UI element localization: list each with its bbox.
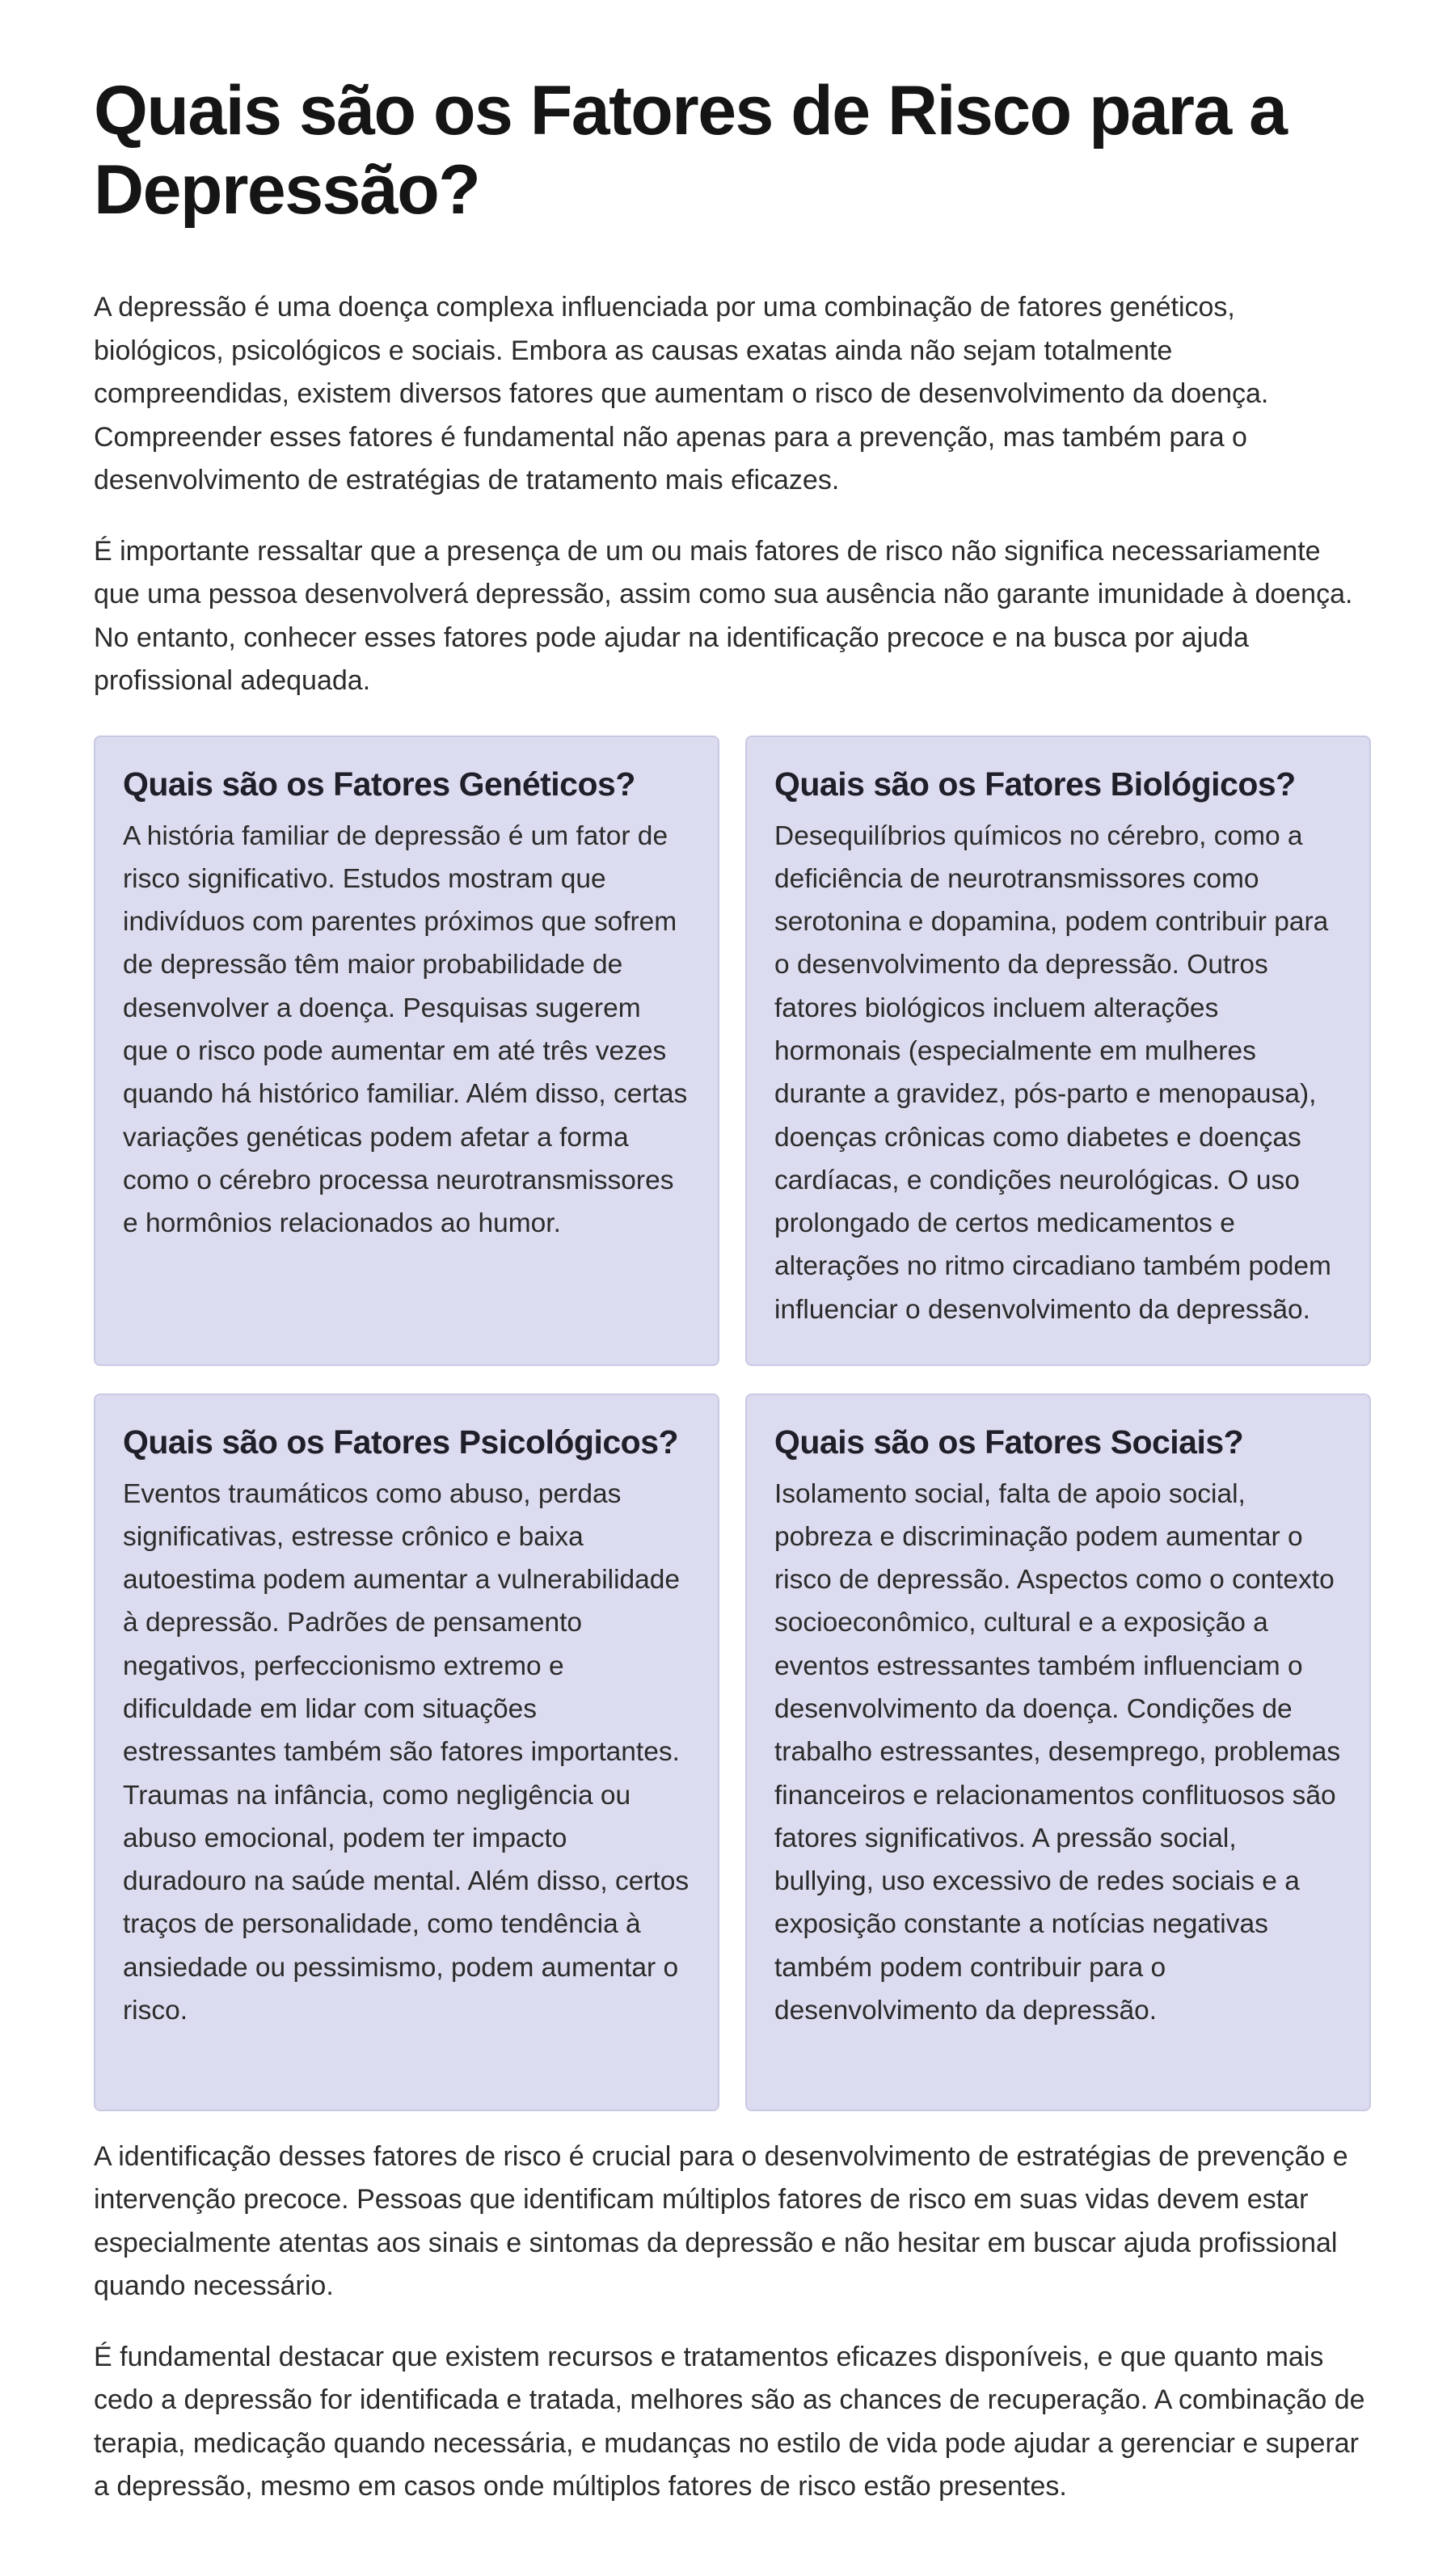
card-title: Quais são os Fatores Biológicos? — [774, 765, 1296, 803]
outro-paragraph: A identificação desses fatores de risco é crucial para o desenvolvimento de estratégias de prevenção e intervenção precoce. Pessoas que identificam múltiplos fatores de risco em suas vidas devem estar especialmente atentas aos sinais e sintomas da depressão e não hesitar em buscar ajuda profissional quando necessário. — [94, 2140, 1348, 2301]
card-title: Quais são os Fatores Sociais? — [774, 1423, 1244, 1461]
card-genetic-factors — [94, 736, 719, 1366]
card-text: A história familiar de depressão é um fator de risco significativo. Estudos mostram que indivíduos com parentes próximos que sofrem de depressão têm maior probabilidade de desenvolver a doença. Pesquisas sugerem que o risco pode aumentar em até três vezes quando há histórico familiar. Além disso, certas variações genéticas podem afetar a forma como o cérebro processa neurotransmissores e hormônios relacionados ao humor. — [123, 820, 688, 1239]
card-text: Isolamento social, falta de apoio social, pobreza e discriminação podem aumentar o risco de depressão. Aspectos como o contexto socioeconômico, cultural e a exposição a eventos estressantes também influenciam o desenvolvimento da doença. Condições de trabalho estressantes, desemprego, problemas financeiros e relacionamentos conflituosos são fatores significativos. A pressão social, bullying, uso excessivo de redes sociais e a exposição constante a notícias negativas também podem contribuir para o desenvolvimento da depressão. — [774, 1478, 1341, 2026]
card-social-factors — [745, 1393, 1371, 2111]
card-biological-factors — [745, 736, 1371, 1366]
card-text: Eventos traumáticos como abuso, perdas significativas, estresse crônico e baixa autoestima podem aumentar a vulnerabilidade à depressão. Padrões de pensamento negativos, perfeccionismo extremo e dificuldade em lidar com situações estressantes também são fatores importantes. Traumas na infância, como negligência ou abuso emocional, podem ter impacto duradouro na saúde mental. Além disso, certos traços de personalidade, como tendência à ansiedade ou pessimismo, podem aumentar o risco. — [123, 1478, 690, 2026]
card-psychological-factors — [94, 1393, 719, 2111]
card-text: Desequilíbrios químicos no cérebro, como a deficiência de neurotransmissores como serotonina e dopamina, podem contribuir para o desenvolvimento da depressão. Outros fatores biológicos incluem alterações hormonais (especialmente em mulheres durante a gravidez, pós-parto e menopausa), doenças crônicas como diabetes e doenças cardíacas, e condições neurológicas. O uso prolongado de certos medicamentos e alterações no ritmo circadiano também podem influenciar o desenvolvimento da depressão. — [774, 820, 1331, 1325]
card-title: Quais são os Fatores Genéticos? — [123, 765, 635, 803]
outro-paragraph: É fundamental destacar que existem recursos e tratamentos eficazes disponíveis, e que quanto mais cedo a depressão for identificada e tratada, melhores são as chances de recuperação. A combinação de terapia, medicação quando necessária, e mudanças no estilo de vida pode ajudar a gerenciar e superar a depressão, mesmo em casos onde múltiplos fatores de risco estão presentes. — [94, 2341, 1365, 2502]
intro-paragraph: A depressão é uma doença complexa influenciada por uma combinação de fatores genéticos, biológicos, psicológicos e sociais. Embora as causas exatas ainda não sejam totalmente compreendidas, existem diversos fatores que aumentam o risco de desenvolvimento da doença. Compreender esses fatores é fundamental não apenas para a prevenção, mas também para o desenvolvimento de estratégias de tratamento mais eficazes. — [94, 292, 1269, 495]
page-title: Quais são os Fatores de Risco para a Depressão? — [94, 72, 1287, 229]
risk-factor-cards — [94, 736, 1371, 2111]
card-title: Quais são os Fatores Psicológicos? — [123, 1423, 679, 1461]
intro-paragraph: É importante ressaltar que a presença de um ou mais fatores de risco não significa necessariamente que uma pessoa desenvolverá depressão, assim como sua ausência não garante imunidade à doença. No entanto, conhecer esses fatores pode ajudar na identificação precoce e na busca por ajuda profissional adequada. — [94, 535, 1353, 696]
